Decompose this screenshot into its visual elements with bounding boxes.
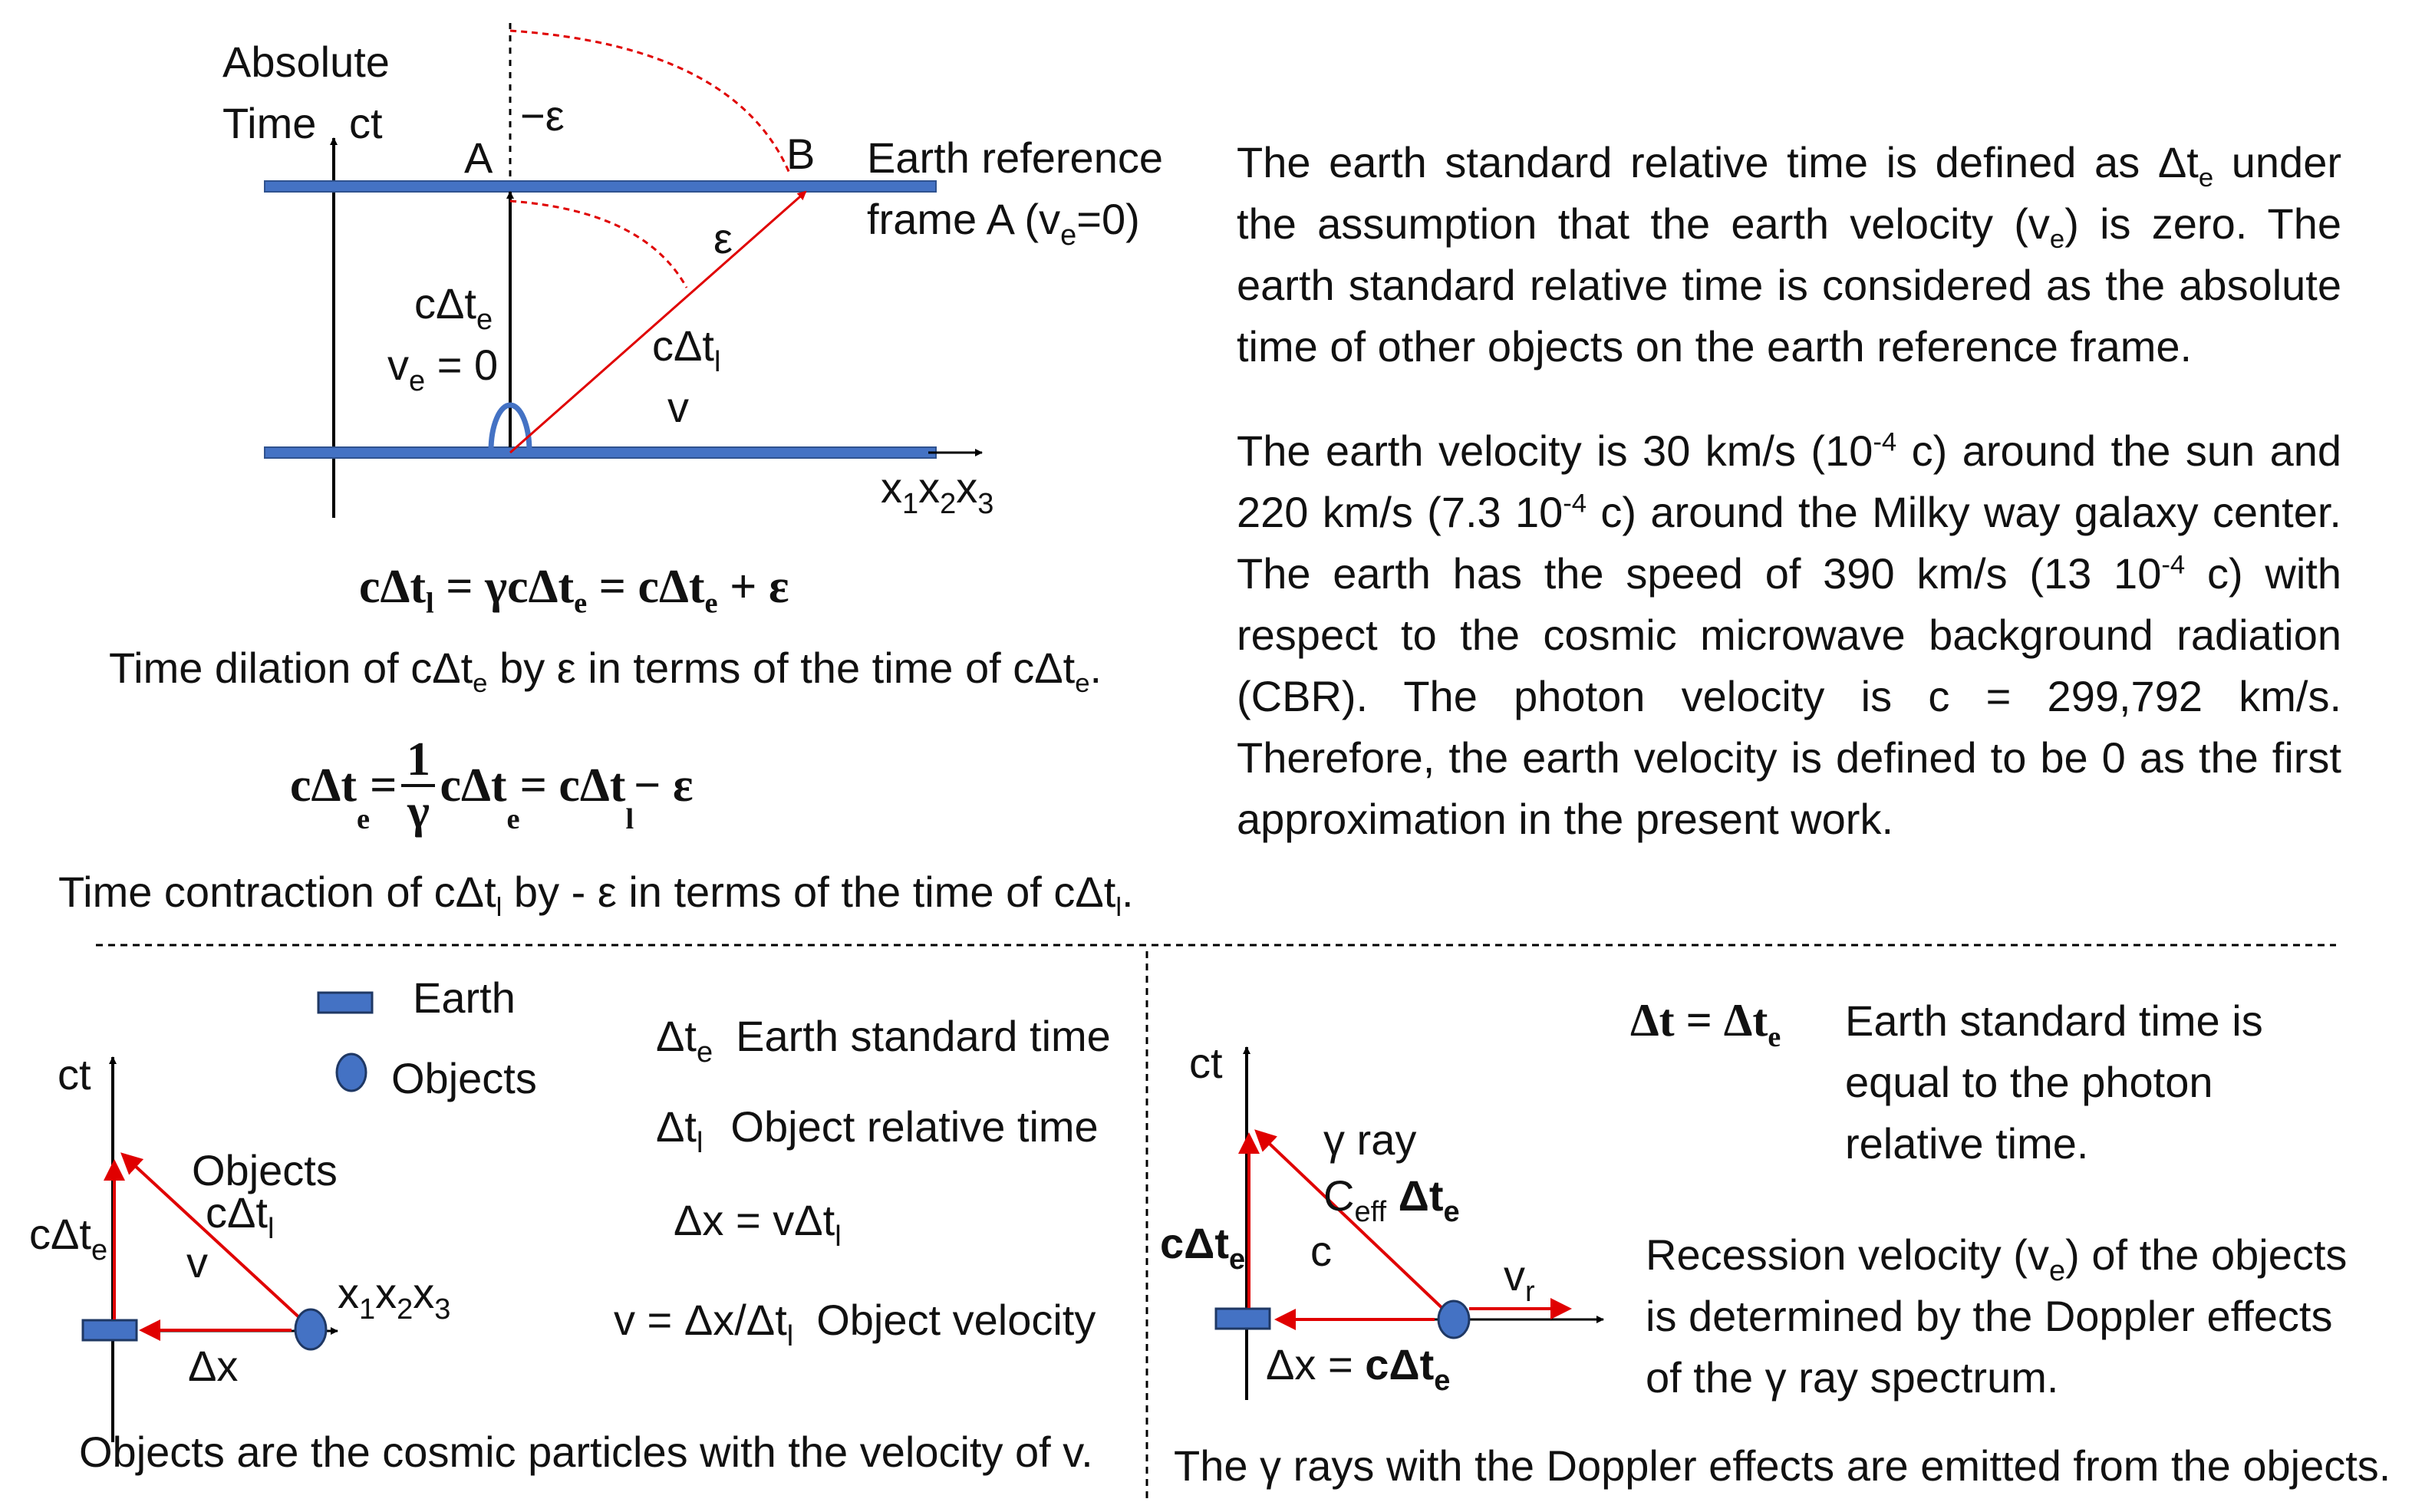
br-dx-label: Δx = cΔt$_e$ (1266, 1340, 1451, 1397)
axis-label-ct: ct (349, 99, 383, 147)
frame-label-line1: Earth reference (867, 133, 1163, 182)
br-c-label: c (1310, 1227, 1332, 1275)
br-text1-line2: equal to the photon (1845, 1058, 2213, 1106)
small-dashed-arc (510, 201, 687, 288)
time-dilation-caption: Time dilation of cΔt$_e$ by ε in terms of the time of cΔt$_e$. (109, 644, 1102, 699)
legend-objects-label: Objects (391, 1054, 537, 1102)
axis-label-time: Time (222, 99, 317, 147)
frame-label-line2: frame A $(v_e=0)$ (867, 195, 1140, 252)
bl-cdte-label: cΔt$_e$ (29, 1210, 108, 1267)
legend-earth-icon (318, 993, 372, 1013)
legend-objects-icon (337, 1054, 366, 1091)
time-contraction-equation: cΔt e = 1 γ cΔt e = cΔt l − ε (290, 733, 694, 838)
cdtl-label: cΔt$_l$ (652, 321, 721, 378)
bl-dx-label: Δx (188, 1342, 239, 1390)
bl-velocity-label: v (186, 1238, 208, 1286)
earth-velocity-paragraph: The earth velocity is 30 km/s ($10^{-4}$ c) around the sun and 220 km/s (7.3 $10^{-4}$ c) around the Milky way galaxy center. The earth has the speed of 390 km/s (13 $10^{-4}$ c) with respect to the cosmic microwave background radiation (CBR). The photon velocity is c = 299,792 km/s. Therefore, the earth velocity is defined to be 0 as the first approximation in the present work. (1237, 427, 2341, 843)
bl-ct-label: ct (58, 1050, 91, 1099)
br-ct-label: ct (1189, 1039, 1223, 1087)
neg-epsilon-label: −ε (520, 91, 565, 140)
velocity-label: v (667, 383, 689, 431)
bl-objects-label: Objects (192, 1146, 338, 1194)
br-text2-line3: of the γ ray spectrum. (1646, 1353, 2059, 1402)
fraction: 1 γ (401, 735, 435, 836)
bottom-left-diagram (29, 973, 1111, 1476)
br-earth (1216, 1309, 1270, 1329)
br-text2-line1: Recession velocity $(v_e)$ of the objects (1646, 1230, 2348, 1287)
point-b-label: B (786, 130, 816, 178)
x-axis-label: $x_1x_2x_3$ (881, 463, 994, 520)
def-dx: Δx = vΔt$_l$ (674, 1196, 842, 1253)
top-diagram (222, 23, 1163, 520)
br-text2-line2: is determined by the Doppler effects (1646, 1292, 2333, 1340)
bottom-right-diagram (1160, 995, 2391, 1490)
def-earth-time: $\Delta t_e$ Earth standard time (656, 1012, 1111, 1069)
point-a-label: A (464, 133, 493, 182)
cdte-label: cΔt$_e$ (414, 279, 493, 336)
legend-earth-label: Earth (413, 973, 516, 1022)
earth-frame-upper-bar (265, 181, 936, 192)
time-contraction-caption: Time contraction of cΔt$_l$ by - ε in terms of the time of cΔt$_l$. (58, 868, 1134, 923)
br-text1-line3: relative time. (1845, 1119, 2089, 1168)
epsilon-label: ε (713, 214, 733, 262)
br-caption: The γ rays with the Doppler effects are emitted from the objects. (1174, 1441, 2391, 1490)
time-dilation-equation: cΔt$_l$ = γcΔt$_e$ = cΔt$_e$ + ε (359, 561, 789, 620)
br-equation: $\Delta t = \Delta t_e$ (1630, 995, 1781, 1053)
ve-zero-label: $v_e = 0$ (387, 341, 499, 397)
def-velocity: $v = \Delta x/\Delta t_l$ Object velocity (614, 1296, 1096, 1352)
br-text1-line1: Earth standard time is (1845, 996, 2263, 1045)
bl-earth (83, 1320, 137, 1340)
def-object-time: $\Delta t_l$ Object relative time (656, 1102, 1099, 1159)
bl-x-axis-label: $x_1x_2x_3$ (338, 1269, 451, 1326)
bl-object (295, 1309, 326, 1349)
earth-frame-lower-bar (265, 447, 936, 458)
br-ceff-label: $C_{eff}$ $\Delta t_e$ (1323, 1171, 1460, 1228)
axis-label-absolute: Absolute (222, 38, 390, 86)
br-vr-label: $v_r$ (1504, 1251, 1535, 1308)
earth-time-paragraph: The earth standard relative time is defined as $\Delta t_e$ under the assumption that the earth velocity $(v_e)$ is zero. The earth standard relative time is considered as the absolute time of other objects on the earth reference frame. (1237, 138, 2341, 371)
br-gamma-ray-label: γ ray (1323, 1115, 1417, 1164)
bl-caption: Objects are the cosmic particles with the velocity of v. (79, 1428, 1093, 1476)
br-cdte-label: cΔt$_e$ (1160, 1219, 1246, 1276)
br-object (1438, 1301, 1469, 1338)
bl-cdtl-label: cΔt$_l$ (206, 1188, 275, 1245)
